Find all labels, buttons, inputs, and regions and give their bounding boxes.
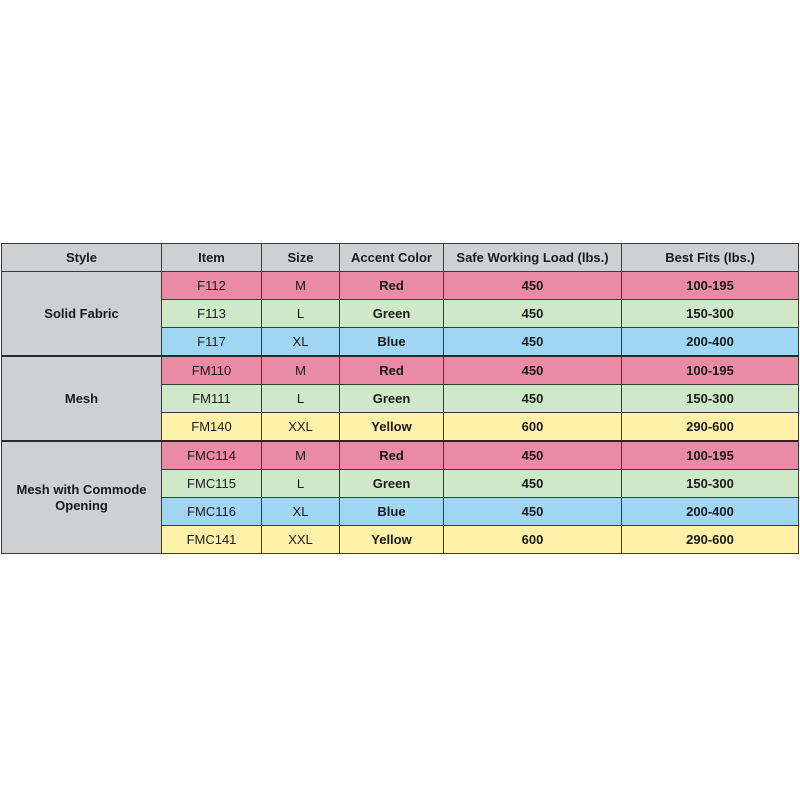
- best-fits-cell: 150-300: [622, 385, 799, 413]
- size-cell: M: [262, 272, 340, 300]
- header-safe-working-load: Safe Working Load (lbs.): [444, 244, 622, 272]
- accent-color-cell: Red: [340, 272, 444, 300]
- best-fits-cell: 150-300: [622, 300, 799, 328]
- item-cell: F113: [162, 300, 262, 328]
- safe-working-load-cell: 450: [444, 328, 622, 357]
- item-cell: FM110: [162, 356, 262, 385]
- item-cell: FM111: [162, 385, 262, 413]
- accent-color-cell: Blue: [340, 498, 444, 526]
- accent-color-cell: Blue: [340, 328, 444, 357]
- size-cell: L: [262, 300, 340, 328]
- item-cell: F117: [162, 328, 262, 357]
- header-best-fits: Best Fits (lbs.): [622, 244, 799, 272]
- accent-color-cell: Yellow: [340, 526, 444, 554]
- safe-working-load-cell: 450: [444, 498, 622, 526]
- safe-working-load-cell: 450: [444, 356, 622, 385]
- safe-working-load-cell: 450: [444, 385, 622, 413]
- best-fits-cell: 290-600: [622, 526, 799, 554]
- style-group-cell: Mesh: [2, 356, 162, 441]
- safe-working-load-cell: 450: [444, 272, 622, 300]
- size-cell: XXL: [262, 526, 340, 554]
- size-cell: L: [262, 385, 340, 413]
- size-cell: XL: [262, 328, 340, 357]
- style-group-cell: Mesh with Commode Opening: [2, 441, 162, 554]
- header-size: Size: [262, 244, 340, 272]
- accent-color-cell: Red: [340, 441, 444, 470]
- table-body: [2, 272, 799, 554]
- size-cell: XL: [262, 498, 340, 526]
- size-cell: M: [262, 356, 340, 385]
- best-fits-cell: 200-400: [622, 328, 799, 357]
- style-group-cell: Solid Fabric: [2, 272, 162, 357]
- table-header-row: [2, 244, 799, 272]
- size-cell: L: [262, 470, 340, 498]
- safe-working-load-cell: 600: [444, 413, 622, 442]
- header-item: Item: [162, 244, 262, 272]
- best-fits-cell: 200-400: [622, 498, 799, 526]
- item-cell: FMC116: [162, 498, 262, 526]
- accent-color-cell: Green: [340, 300, 444, 328]
- table-row: [2, 272, 799, 300]
- best-fits-cell: 100-195: [622, 272, 799, 300]
- best-fits-cell: 100-195: [622, 356, 799, 385]
- accent-color-cell: Yellow: [340, 413, 444, 442]
- item-cell: F112: [162, 272, 262, 300]
- header-accent-color: Accent Color: [340, 244, 444, 272]
- best-fits-cell: 100-195: [622, 441, 799, 470]
- best-fits-cell: 290-600: [622, 413, 799, 442]
- item-cell: FMC115: [162, 470, 262, 498]
- sling-spec-table: [1, 243, 799, 554]
- safe-working-load-cell: 600: [444, 526, 622, 554]
- header-style: Style: [2, 244, 162, 272]
- table-row: [2, 441, 799, 470]
- size-cell: XXL: [262, 413, 340, 442]
- safe-working-load-cell: 450: [444, 470, 622, 498]
- table-row: [2, 356, 799, 385]
- item-cell: FMC114: [162, 441, 262, 470]
- item-cell: FMC141: [162, 526, 262, 554]
- size-cell: M: [262, 441, 340, 470]
- item-cell: FM140: [162, 413, 262, 442]
- accent-color-cell: Green: [340, 385, 444, 413]
- safe-working-load-cell: 450: [444, 441, 622, 470]
- accent-color-cell: Green: [340, 470, 444, 498]
- safe-working-load-cell: 450: [444, 300, 622, 328]
- accent-color-cell: Red: [340, 356, 444, 385]
- best-fits-cell: 150-300: [622, 470, 799, 498]
